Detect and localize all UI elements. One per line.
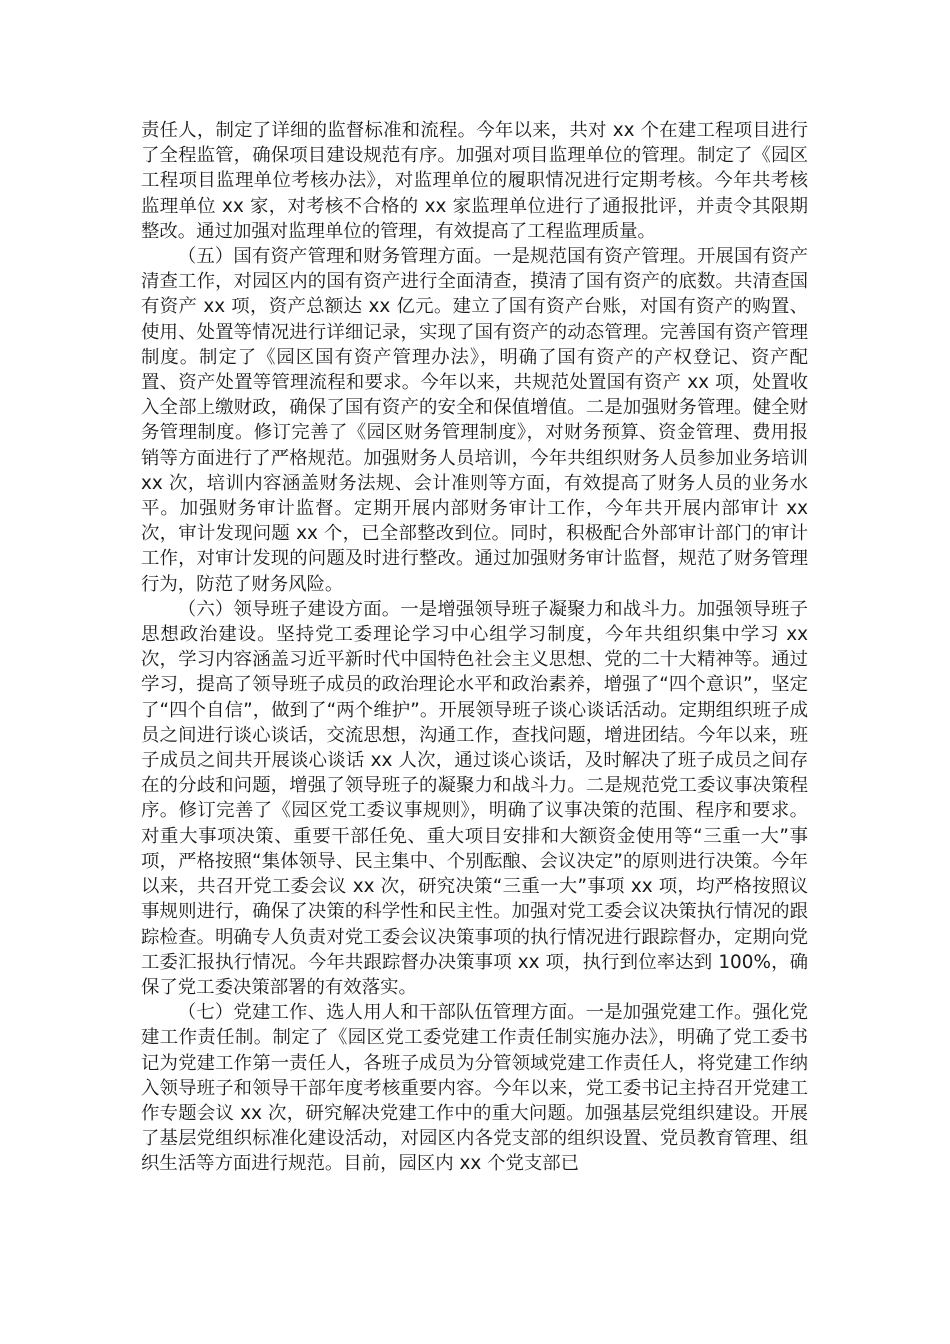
paragraph-project-supervision: 责任人，制定了详细的监督标准和流程。今年以来，共对 xx 个在建工程项目进行了全程监管，确保项目建设规范有序。加强对项目监理单位的管理。制定了《园区工程项目监理单位考核办法》，对监理单位的履职情况进行定期考核。今年共考核监理单位 xx 家，对考核不合格的 xx 家监理单位进行了通报批评，并责令其限期整改。通过加强对监理单位的管理，有效提高了工程监理质量。 [141,120,808,242]
paragraph-section-7-party-building: （七）党建工作、选人用人和干部队伍管理方面。一是加强党建工作。强化党建工作责任制。制定了《园区党工委党建工作责任制实施办法》，明确了党工委书记为党建工作第一责任人，各班子成员为分管领域党建工作责任人，将党建工作纳入领导班子和领导干部年度考核重要内容。今年以来，党工委书记主持召开党建工作专题会议 xx 次，研究解决党建工作中的重大问题。加强基层党组织建设。开展了基层党组织标准化建设活动，对园区内各党支部的组织设置、党员教育管理、组织生活等方面进行规范。目前，园区内 xx 个党支部已 [141,1002,808,1175]
document-page [141,118,808,1177]
paragraph-section-6-leadership: （六）领导班子建设方面。一是增强领导班子凝聚力和战斗力。加强领导班子思想政治建设。坚持党工委理论学习中心组学习制度，今年共组织集中学习 xx 次，学习内容涵盖习近平新时代中国特色社会主义思想、党的二十大精神等。通过学习，提高了领导班子成员的政治理论水平和政治素养，增强了“四个意识”，坚定了“四个自信”，做到了“两个维护”。开展领导班子谈心谈话活动。定期组织班子成员之间进行谈心谈话，交流思想，沟通工作，查找问题，增进团结。今年以来，班子成员之间共开展谈心谈话 xx 人次，通过谈心谈话，及时解决了班子成员之间存在的分歧和问题，增强了领导班子的凝聚力和战斗力。二是规范党工委议事决策程序。修订完善了《园区党工委议事规则》，明确了议事决策的范围、程序和要求。对重大事项决策、重要干部任免、重大项目安排和大额资金使用等“三重一大”事项，严格按照“集体领导、民主集中、个别酝酿、会议决定”的原则进行决策。今年以来，共召开党工委会议 xx 次，研究决策“三重一大”事项 xx 项，均严格按照议事规则进行，确保了决策的科学性和民主性。加强对党工委会议决策执行情况的跟踪检查。明确专人负责对党工委会议决策事项的执行情况进行跟踪督办，定期向党工委汇报执行情况。今年共跟踪督办决策事项 xx 项，执行到位率达到 100%，确保了党工委决策部署的有效落实。 [141,598,808,998]
paragraph-section-5-state-assets-finance: （五）国有资产管理和财务管理方面。一是规范国有资产管理。开展国有资产清查工作，对园区内的国有资产进行全面清查，摸清了国有资产的底数。共清查国有资产 xx 项，资产总额达 xx 亿元。建立了国有资产台账，对国有资产的购置、使用、处置等情况进行详细记录，实现了国有资产的动态管理。完善国有资产管理制度。制定了《园区国有资产管理办法》，明确了国有资产的产权登记、资产配置、资产处置等管理流程和要求。今年以来，共规范处置国有资产 xx 项，处置收入全部上缴财政，确保了国有资产的安全和保值增值。二是加强财务管理。健全财务管理制度。修订完善了《园区财务管理制度》，对财务预算、资金管理、费用报销等方面进行了严格规范。加强财务人员培训，今年共组织财务人员参加业务培训 xx 次，培训内容涵盖财务法规、会计准则等方面，有效提高了财务人员的业务水平。加强财务审计监督。定期开展内部财务审计工作，今年共开展内部审计 xx 次，审计发现问题 xx 个，已全部整改到位。同时，积极配合外部审计部门的审计工作，对审计发现的问题及时进行整改。通过加强财务审计监督，规范了财务管理行为，防范了财务风险。 [141,246,808,595]
